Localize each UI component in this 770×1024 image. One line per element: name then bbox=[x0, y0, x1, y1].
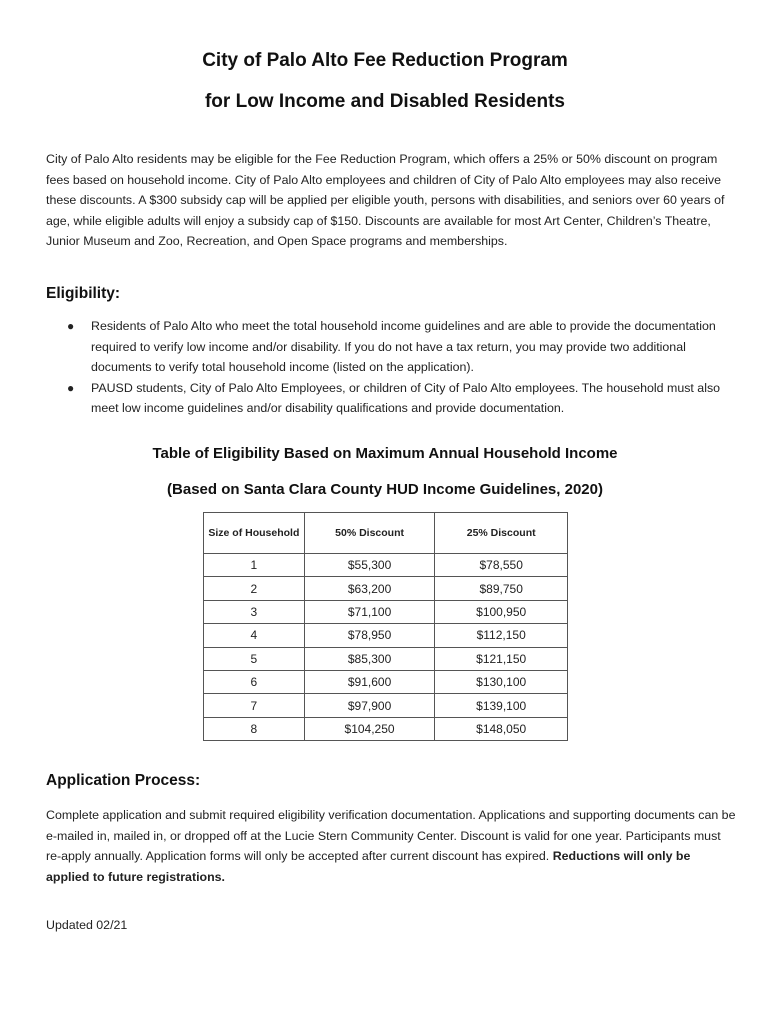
eligibility-bullet-text: Residents of Palo Alto who meet the total household income guidelines and are able to provide the documentation required to verify low income and/or disability. If you do not have a tax return, you may provide two additional documents to verify total household income (listed on the application). bbox=[91, 319, 716, 374]
page-title: City of Palo Alto Fee Reduction Program bbox=[202, 50, 568, 71]
table-row bbox=[204, 554, 568, 577]
table-row bbox=[204, 717, 568, 740]
cell-50-discount: $71,100 bbox=[304, 600, 435, 623]
cell-household-size: 1 bbox=[204, 554, 305, 577]
table-row bbox=[204, 600, 568, 623]
cell-household-size: 5 bbox=[204, 647, 305, 670]
cell-household-size: 8 bbox=[204, 717, 305, 740]
cell-25-discount: $139,100 bbox=[435, 694, 568, 717]
cell-50-discount: $104,250 bbox=[304, 717, 435, 740]
header-household-size: Size of Household bbox=[204, 513, 305, 554]
cell-household-size: 4 bbox=[204, 624, 305, 647]
application-text: Complete application and submit required eligibility verification documentation. Applications and supporting documents can be e-mailed in, mailed in, or dropped off at the Lucie Stern Community Center. Discount is valid for one year. Participants must re-apply annually. Application forms will only be accepted after current discount has expired. bbox=[46, 808, 736, 863]
table-row bbox=[204, 647, 568, 670]
application-bold-note: Reductions will only be applied to future registrations. bbox=[46, 849, 691, 884]
income-table bbox=[203, 512, 568, 741]
header-25-discount: 25% Discount bbox=[435, 513, 568, 554]
intro-paragraph: City of Palo Alto residents may be eligible for the Fee Reduction Program, which offers a 25% or 50% discount on program fees based on household income. City of Palo Alto employees and children of City of Palo Alto employees may also receive these discounts. A $300 subsidy cap will be applied per eligible youth, persons with disabilities, and seniors over 60 years of age, while eligible adults will enjoy a subsidy cap of $150. Discounts are available for most Art Center, Children’s Theatre, Junior Museum and Zoo, Recreation, and Open Space programs and memberships. bbox=[46, 152, 725, 248]
cell-25-discount: $89,750 bbox=[435, 577, 568, 600]
bullet-icon: ● bbox=[67, 319, 75, 333]
cell-25-discount: $100,950 bbox=[435, 600, 568, 623]
eligibility-list bbox=[46, 316, 736, 419]
cell-household-size: 3 bbox=[204, 600, 305, 623]
cell-household-size: 6 bbox=[204, 670, 305, 693]
table-body bbox=[204, 554, 568, 741]
cell-50-discount: $85,300 bbox=[304, 647, 435, 670]
cell-50-discount: $63,200 bbox=[304, 577, 435, 600]
table-row bbox=[204, 694, 568, 717]
cell-50-discount: $91,600 bbox=[304, 670, 435, 693]
cell-50-discount: $55,300 bbox=[304, 554, 435, 577]
table-row bbox=[204, 624, 568, 647]
cell-25-discount: $148,050 bbox=[435, 717, 568, 740]
cell-25-discount: $130,100 bbox=[435, 670, 568, 693]
updated-date: Updated 02/21 bbox=[46, 918, 128, 932]
list-item bbox=[46, 316, 736, 378]
page-subtitle: for Low Income and Disabled Residents bbox=[204, 91, 565, 112]
table-header-row bbox=[204, 513, 568, 554]
application-heading: Application Process: bbox=[46, 772, 201, 789]
table-row bbox=[204, 670, 568, 693]
eligibility-heading: Eligibility: bbox=[46, 285, 121, 302]
cell-25-discount: $112,150 bbox=[435, 624, 568, 647]
cell-household-size: 7 bbox=[204, 694, 305, 717]
bullet-icon: ● bbox=[67, 380, 75, 395]
cell-25-discount: $121,150 bbox=[435, 647, 568, 670]
cell-50-discount: $78,950 bbox=[304, 624, 435, 647]
cell-25-discount: $78,550 bbox=[435, 554, 568, 577]
eligibility-bullet-text: PAUSD students, City of Palo Alto Employees, or children of City of Palo Alto employees. The household must also meet low income guidelines and/or disability qualifications and provide documentation. bbox=[91, 380, 721, 415]
table-subtitle: (Based on Santa Clara County HUD Income Guidelines, 2020) bbox=[167, 481, 603, 498]
header-50-discount: 50% Discount bbox=[304, 513, 435, 554]
cell-50-discount: $97,900 bbox=[304, 694, 435, 717]
cell-household-size: 2 bbox=[204, 577, 305, 600]
table-title: Table of Eligibility Based on Maximum Annual Household Income bbox=[152, 445, 618, 462]
list-item bbox=[46, 378, 736, 419]
application-paragraph bbox=[46, 805, 736, 887]
table-row bbox=[204, 577, 568, 600]
